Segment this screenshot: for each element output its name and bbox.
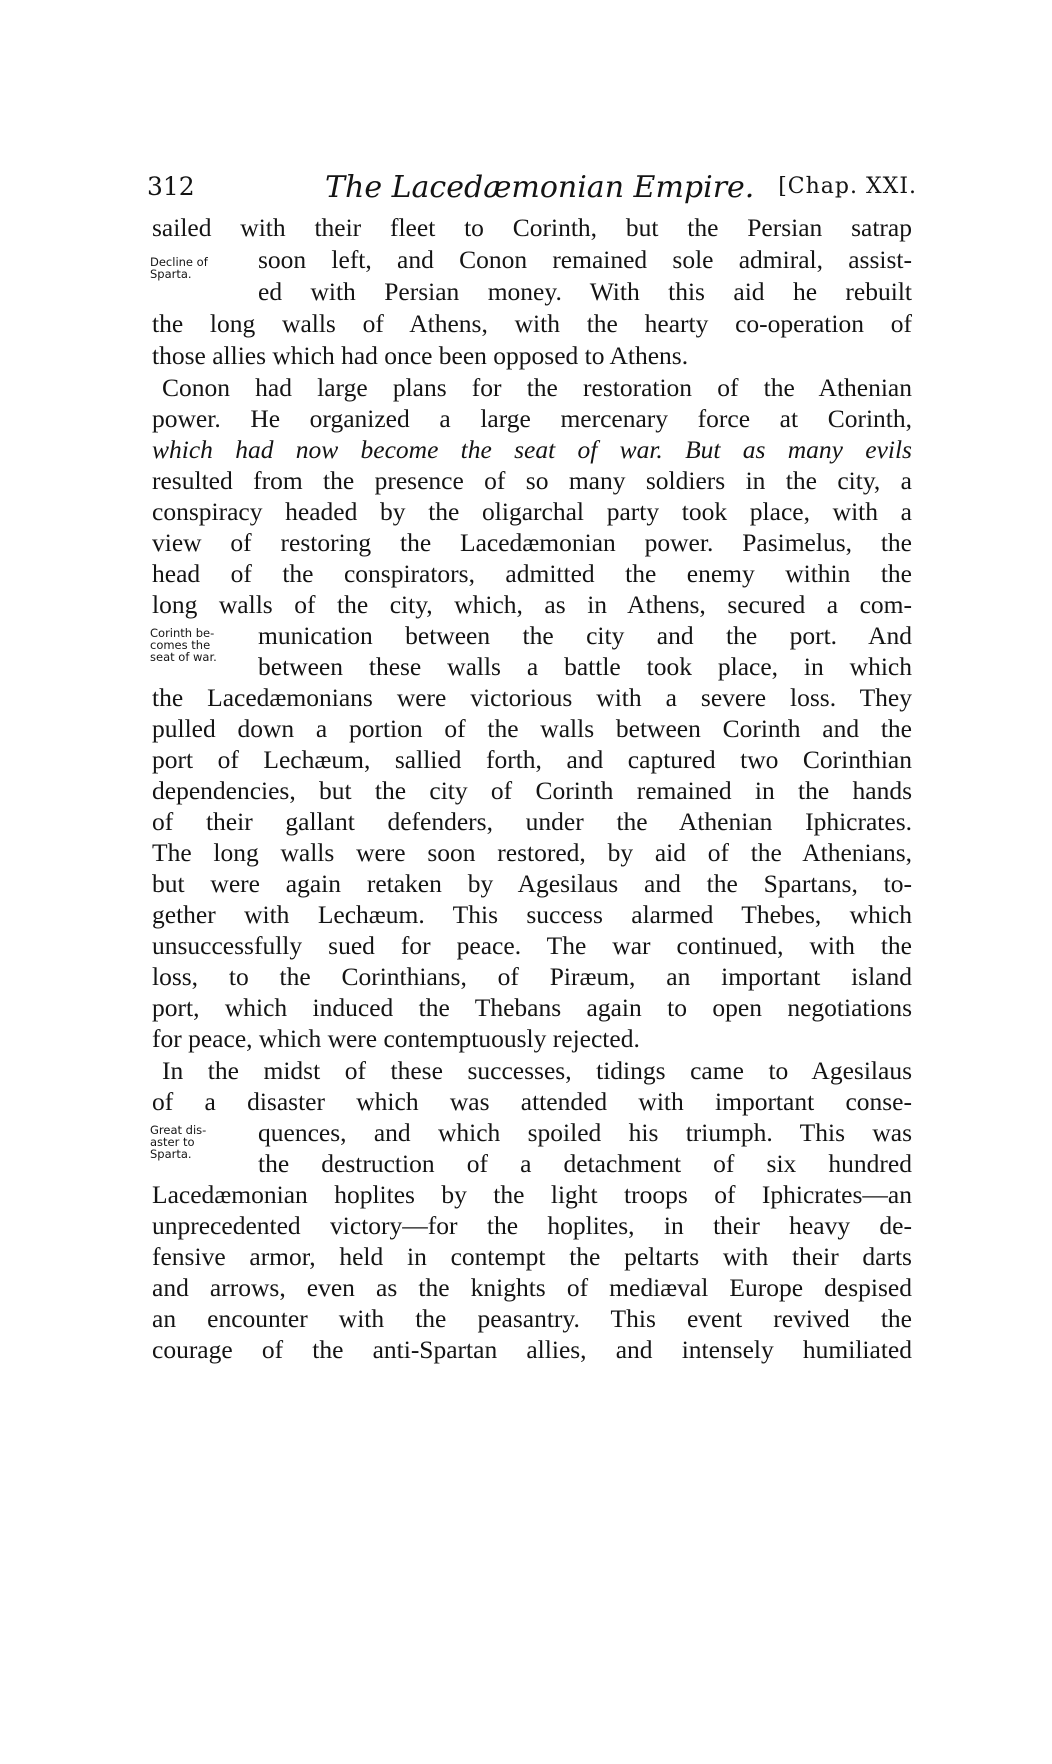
text-line: port, which induced the Thebans again to open negotiations: [152, 993, 912, 1022]
text-line: fensive armor, held in contempt the peltarts with their darts: [152, 1242, 912, 1271]
text-line: and arrows, even as the knights of mediæval Europe despised: [152, 1273, 912, 1302]
text-line: ed with Persian money. With this aid he rebuilt: [258, 277, 912, 306]
text-line: Conon had large plans for the restoration of the Athenian: [162, 373, 912, 402]
sidenote-decline-of-sparta: [150, 256, 245, 280]
text-line: but were again retaken by Agesilaus and the Spartans, to-: [152, 869, 912, 898]
sidenote-great-disaster: [150, 1124, 245, 1160]
text-line: [152, 434, 912, 466]
sidenote-line: Decline of: [150, 255, 208, 269]
text-line: conspiracy headed by the oligarchal party took place, with a: [152, 497, 912, 526]
italic-phrase: But as many evils: [662, 435, 912, 464]
text-line: the long walls of Athens, with the hearty co-operation of: [152, 309, 912, 338]
chapter-label: [Chap. XXI.: [778, 174, 917, 199]
text-line: munication between the city and the port. And: [258, 621, 912, 650]
text-line: for peace, which were contemptuously rejected.: [152, 1024, 640, 1053]
sidenote-line: Sparta.: [150, 267, 192, 281]
text-line: those allies which had once been opposed to Athens.: [152, 341, 689, 370]
text-line: between these walls a battle took place, in which: [258, 652, 912, 681]
text-line: view of restoring the Lacedæmonian power. Pasimelus, the: [152, 528, 912, 557]
text-line: head of the conspirators, admitted the enemy within the: [152, 559, 912, 588]
text-line: The long walls were soon restored, by aid of the Athenians,: [152, 838, 912, 867]
sidenote-line: seat of war.: [150, 650, 217, 664]
sidenote-line: comes the: [150, 638, 211, 652]
page-number: 312: [147, 172, 195, 201]
text-line: courage of the anti-Spartan allies, and intensely humiliated: [152, 1335, 912, 1364]
text-line: an encounter with the peasantry. This event revived the: [152, 1304, 912, 1333]
text-line: port of Lechæum, sallied forth, and captured two Corinthian: [152, 745, 912, 774]
sidenote-line: Great dis-: [150, 1123, 207, 1137]
text-line: the Lacedæmonians were victorious with a severe loss. They: [152, 683, 912, 712]
running-header: [147, 172, 917, 216]
text-line: In the midst of these successes, tidings came to Agesilaus: [162, 1056, 912, 1085]
text-line: pulled down a portion of the walls between Corinth and the: [152, 714, 912, 743]
italic-phrase: which had now become the seat of war.: [152, 435, 663, 464]
text-line: of a disaster which was attended with important conse-: [152, 1087, 912, 1116]
sidenote-line: Corinth be-: [150, 626, 215, 640]
running-title: The Lacedæmonian Empire.: [325, 170, 755, 205]
text-line: gether with Lechæum. This success alarmed Thebes, which: [152, 900, 912, 929]
text-line: dependencies, but the city of Corinth remained in the hands: [152, 776, 912, 805]
text-line: power. He organized a large mercenary force at Corinth,: [152, 404, 912, 433]
text-line: the destruction of a detachment of six hundred: [258, 1149, 912, 1178]
text-line: unprecedented victory—for the hoplites, in their heavy de-: [152, 1211, 912, 1240]
text-line: unsuccessfully sued for peace. The war continued, with the: [152, 931, 912, 960]
text-line: soon left, and Conon remained sole admiral, assist-: [258, 245, 912, 274]
sidenote-corinth-seat-of-war: [150, 627, 245, 663]
text-line: resulted from the presence of so many soldiers in the city, a: [152, 466, 912, 495]
text-line: sailed with their fleet to Corinth, but the Persian satrap: [152, 213, 912, 242]
sidenote-line: Sparta.: [150, 1147, 192, 1161]
text-line: of their gallant defenders, under the Athenian Iphicrates.: [152, 807, 912, 836]
text-line: quences, and which spoiled his triumph. This was: [258, 1118, 912, 1147]
sidenote-line: aster to: [150, 1135, 195, 1149]
text-line: loss, to the Corinthians, of Piræum, an important island: [152, 962, 912, 991]
text-line: long walls of the city, which, as in Athens, secured a com-: [152, 590, 912, 619]
text-line: Lacedæmonian hoplites by the light troops of Iphicrates—an: [152, 1180, 912, 1209]
